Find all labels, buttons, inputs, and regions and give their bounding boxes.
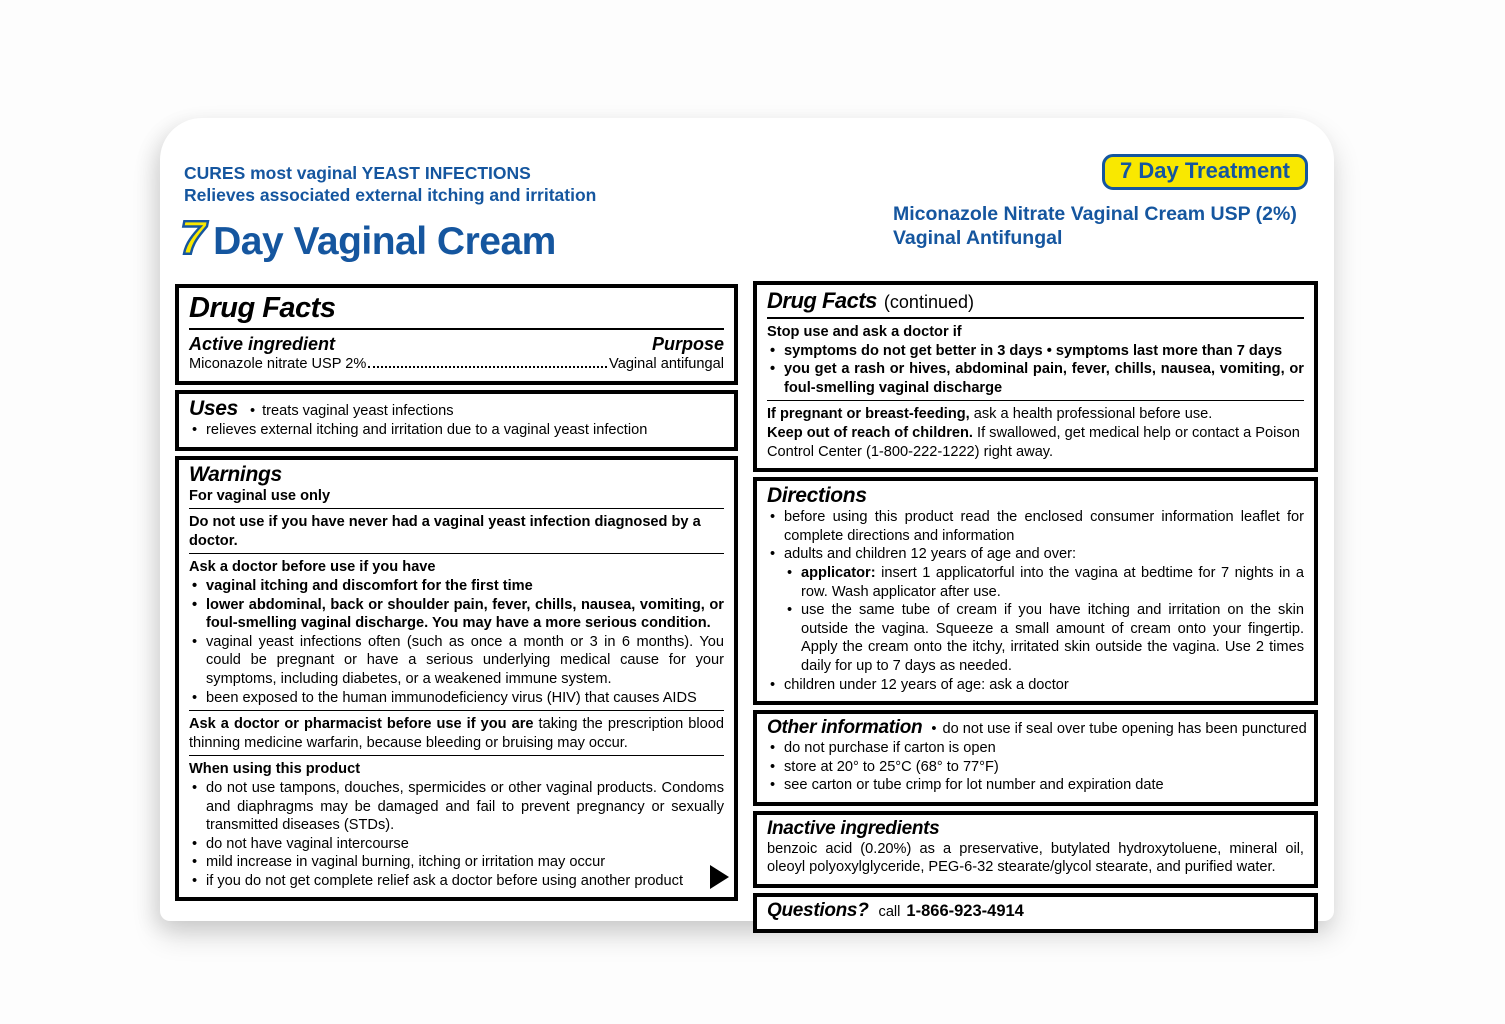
bullet-glyph: • — [770, 777, 776, 794]
bullet-text: if you do not get complete relief ask a doctor before using another product — [206, 872, 684, 889]
call-label: call — [878, 904, 901, 921]
stop-use-title: Stop use and ask a doctor if — [767, 324, 962, 340]
active-ingredient-row — [189, 355, 724, 374]
active-ingredient-header-row — [189, 334, 724, 355]
dotted-leader — [368, 366, 607, 368]
when-using-bullet — [189, 779, 724, 835]
directions-title: Directions — [767, 484, 867, 508]
bullet-text — [801, 564, 1304, 601]
directions-bullet — [767, 545, 1304, 564]
bullet-text: store at 20° to 25°C (68° to 77°F) — [784, 758, 999, 775]
paragraph-text: ask a health professional before use. — [969, 406, 1213, 423]
bullet-glyph: • — [192, 835, 198, 852]
treatment-duration-badge: 7 Day Treatment — [1102, 154, 1308, 190]
bullet-glyph: • — [192, 577, 198, 594]
bullet-glyph: • — [192, 689, 198, 706]
bold-leadin: applicator: — [801, 564, 876, 581]
when-using-title: When using this product — [189, 761, 361, 778]
bullet-text: do not use tampons, douches, spermicides or other vaginal products. Condoms and diaphragms may be damaged and fail to prevent pregnancy or sexually transmitted diseases (STDs). — [206, 779, 724, 834]
other-information-bullet — [767, 758, 1304, 777]
bullet-text: been exposed to the human immunodeficiency virus (HIV) that causes AIDS — [206, 689, 697, 706]
bullet-glyph: • — [770, 676, 776, 693]
divider — [767, 317, 1304, 319]
package-label-card — [160, 118, 1334, 921]
bullet-glyph: • — [192, 633, 198, 650]
marketing-claims — [184, 162, 596, 206]
paragraph-text: If swallowed, get medical help or contact a Poison Control Center (1-800-222-1222) right away. — [767, 424, 1300, 460]
continued-suffix: (continued) — [883, 292, 974, 312]
divider — [189, 755, 724, 756]
directions-bullet — [767, 676, 1304, 695]
warnings-box — [175, 456, 738, 902]
ask-doctor-bullet — [189, 577, 724, 596]
questions-box — [753, 893, 1318, 933]
bullet-glyph: • — [250, 403, 256, 419]
uses-bullet-1: treats vaginal yeast infections — [262, 403, 454, 419]
when-using-bullet — [189, 853, 724, 872]
bullet-glyph: • — [192, 854, 198, 871]
bullet-glyph: • — [931, 721, 937, 738]
drug-facts-continued-box — [753, 281, 1318, 472]
product-title — [180, 210, 556, 265]
bold-leadin: Keep out of reach of children. — [767, 424, 973, 441]
bullet-text: see carton or tube crimp for lot number and expiration date — [784, 777, 1164, 794]
bullet-text: do not have vaginal intercourse — [206, 835, 409, 852]
drug-facts-continued-title-row — [767, 288, 1304, 314]
divider — [189, 328, 724, 330]
bullet-text: before using this product read the enclosed consumer information leaflet for complete directions and information — [784, 509, 1304, 544]
directions-box — [753, 477, 1318, 705]
bullet-text: adults and children 12 years of age and over: — [784, 546, 1077, 563]
keep-out-of-reach — [767, 424, 1304, 461]
bullet-glyph: • — [192, 422, 198, 438]
drug-name-line: Miconazole Nitrate Vaginal Cream USP (2%) — [893, 203, 1297, 225]
claim-line-2: Relieves associated external itching and irritation — [184, 185, 597, 205]
bullet-text: mild increase in vaginal burning, itching or irritation may occur — [206, 854, 606, 871]
other-information-title-row — [767, 717, 1307, 739]
bullet-text: vaginal itching and discomfort for the first time — [206, 577, 533, 594]
stop-use-bullet — [767, 360, 1304, 397]
other-information-bullet — [767, 739, 1304, 758]
bullet-glyph: • — [192, 779, 198, 796]
bullet-glyph: • — [192, 872, 198, 889]
other-information-box — [753, 710, 1318, 806]
bullet-text: you get a rash or hives, abdominal pain, fever, chills, nausea, vomiting, or foul-smelling vaginal discharge — [784, 361, 1304, 396]
warnings-title: Warnings — [189, 462, 282, 486]
product-title-number: 7 — [180, 211, 206, 264]
ask-pharmacist-paragraph — [189, 715, 724, 752]
when-using-bullet — [189, 872, 724, 891]
ask-doctor-bullet — [189, 689, 724, 708]
questions-title: Questions? — [767, 900, 869, 922]
bullet-text: do not purchase if carton is open — [784, 740, 996, 757]
bold-leadin: Ask a doctor or pharmacist before use if you are — [189, 716, 534, 733]
ask-doctor-bullet — [189, 633, 724, 689]
questions-row — [767, 900, 1304, 922]
inactive-ingredients-text: benzoic acid (0.20%) as a preservative, butylated hydroxytoluene, mineral oil, oleoyl polyoxylglyceride, PEG-6-32 stearate/glycol stearate, and purified water. — [767, 840, 1304, 876]
drug-name-block — [893, 202, 1297, 250]
do-not-use-statement: Do not use if you have never had a vaginal yeast infection diagnosed by a doctor. — [189, 514, 701, 549]
bullet-glyph: • — [770, 740, 776, 757]
other-information-title: Other information — [767, 717, 923, 739]
drug-facts-title: Drug Facts — [189, 292, 336, 324]
active-ingredient-name: Miconazole nitrate USP 2% — [189, 356, 367, 372]
inline-bullet-text: do not use if seal over tube opening has been punctured — [942, 721, 1307, 738]
bullet-text: lower abdominal, back or shoulder pain, fever, chills, nausea, vomiting, or foul-smelling vaginal discharge. You may have a more serious condition. — [206, 596, 724, 632]
for-vaginal-use-only: For vaginal use only — [189, 487, 331, 504]
questions-phone-number: 1-866-923-4914 — [906, 902, 1024, 921]
bullet-text: vaginal yeast infections often (such as once a month or 3 in 6 months). You could be pregnant or have a serious underlying medical cause for your symptoms, including diabetes, or a weakened immune system. — [206, 633, 724, 687]
inactive-ingredients-title: Inactive ingredients — [767, 817, 940, 839]
uses-bullet-2-row — [189, 421, 724, 440]
active-ingredient-label: Active ingredient — [189, 334, 336, 354]
uses-bullet-2: relieves external itching and irritation due to a vaginal yeast infection — [206, 422, 648, 438]
drug-facts-header-box — [175, 284, 738, 385]
bullet-text: use the same tube of cream if you have itching and irritation on the skin outside the vagina. Squeeze a small amount of cream onto your fingertip. Apply the cream onto the itchy, irritated skin outside the vagina. Use 2 times daily for up to 7 days as needed. — [801, 602, 1304, 674]
when-using-bullet — [189, 835, 724, 854]
external-use-sub-bullet — [784, 601, 1304, 675]
uses-title: Uses — [189, 397, 239, 420]
bullet-glyph: • — [787, 602, 793, 619]
other-information-bullet — [767, 776, 1304, 795]
applicator-sub-bullet — [784, 564, 1304, 601]
divider — [189, 553, 724, 554]
drug-facts-continued-title: Drug Facts — [767, 288, 877, 313]
bullet-glyph: • — [770, 342, 776, 359]
drug-class-line: Vaginal Antifungal — [893, 227, 1063, 249]
stop-use-bullet — [767, 342, 1304, 361]
bullet-glyph: • — [770, 509, 776, 526]
drug-facts-left-column — [175, 284, 738, 906]
drug-facts-right-column — [753, 281, 1318, 938]
product-title-text: Day Vaginal Cream — [213, 220, 556, 263]
bullet-glyph: • — [770, 546, 776, 563]
bullet-glyph: • — [787, 564, 793, 581]
purpose-label: Purpose — [651, 334, 724, 354]
directions-bullet — [767, 508, 1304, 545]
bullet-text: children under 12 years of age: ask a doctor — [784, 676, 1069, 693]
pregnancy-warning — [767, 405, 1304, 424]
bullet-glyph: • — [192, 596, 198, 613]
divider — [189, 710, 724, 711]
paragraph-text: taking the prescription blood thinning medicine warfarin, because bleeding or bruising may occur. — [189, 716, 724, 751]
divider — [189, 508, 724, 509]
bullet-glyph: • — [770, 361, 776, 378]
continued-arrow-icon — [710, 865, 729, 889]
bullet-glyph: • — [770, 758, 776, 775]
bold-leadin: If pregnant or breast-feeding, — [767, 406, 970, 423]
uses-title-row — [189, 397, 724, 421]
uses-box — [175, 390, 738, 451]
ask-doctor-bullet — [189, 596, 724, 633]
ask-doctor-title: Ask a doctor before use if you have — [189, 559, 436, 576]
bullet-text: symptoms do not get better in 3 days • symptoms last more than 7 days — [784, 342, 1283, 359]
inactive-ingredients-box — [753, 811, 1318, 888]
purpose-value: Vaginal antifungal — [609, 356, 724, 372]
paragraph-text: insert 1 applicatorful into the vagina at bedtime for 7 nights in a row. Wash applicator after use. — [801, 564, 1304, 600]
divider — [767, 400, 1304, 401]
claim-line-1: CURES most vaginal YEAST INFECTIONS — [184, 163, 531, 183]
